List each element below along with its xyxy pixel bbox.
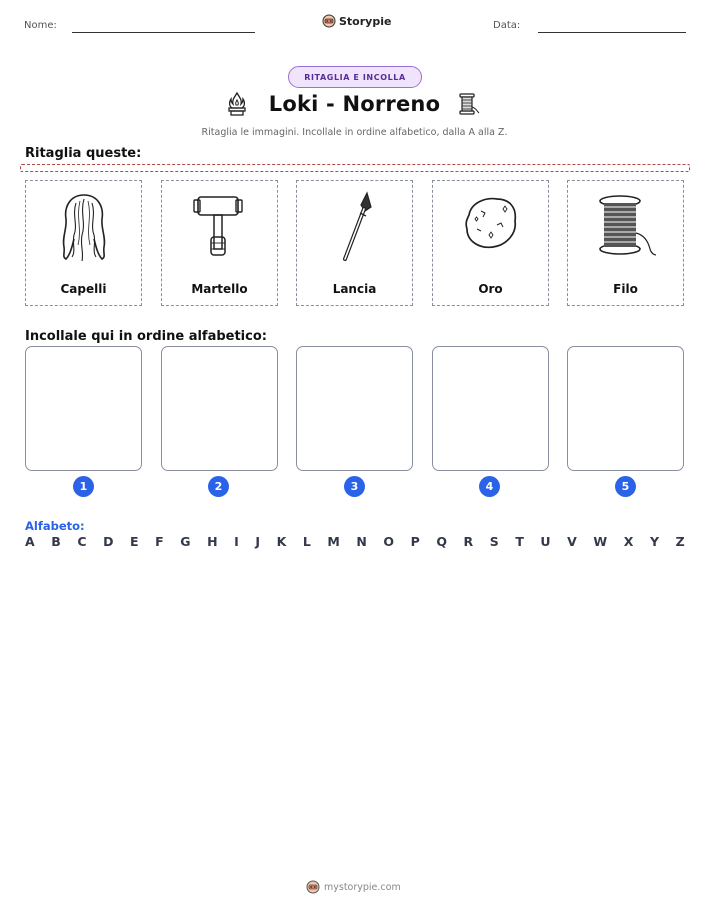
storypie-mascot-icon — [306, 880, 320, 894]
paste-box-1[interactable] — [25, 346, 142, 471]
alphabet-label: Alfabeto: — [25, 519, 85, 533]
cut-card-capelli[interactable] — [25, 180, 142, 306]
cut-card-oro[interactable] — [432, 180, 549, 306]
alphabet-letter: I — [234, 534, 239, 549]
storypie-logo — [322, 14, 391, 28]
alphabet-letter: K — [276, 534, 287, 549]
name-line — [72, 32, 255, 33]
alphabet-letter: F — [155, 534, 164, 549]
alphabet-row — [25, 534, 685, 549]
thread-spool-title-icon — [456, 91, 482, 117]
spear-icon — [323, 189, 387, 265]
alphabet-letter: U — [540, 534, 551, 549]
card-label: Lancia — [332, 282, 377, 296]
alphabet-letter: Z — [675, 534, 685, 549]
hair-icon — [52, 189, 116, 265]
name-label: Nome: — [24, 20, 57, 31]
alphabet-letter: C — [77, 534, 87, 549]
card-label: Capelli — [60, 282, 107, 296]
paste-section-label: Incollale qui in ordine alfabetico: — [25, 329, 267, 344]
card-label: Oro — [478, 282, 503, 296]
alphabet-letter: D — [103, 534, 114, 549]
paste-box-4[interactable] — [432, 346, 549, 471]
alphabet-letter: Q — [436, 534, 447, 549]
order-number-3: 3 — [344, 476, 365, 497]
cut-card-lancia[interactable] — [296, 180, 413, 306]
order-number-4: 4 — [479, 476, 500, 497]
paste-box-5[interactable] — [567, 346, 684, 471]
alphabet-letter: H — [207, 534, 218, 549]
cut-card-martello[interactable] — [161, 180, 278, 306]
alphabet-letter: X — [623, 534, 634, 549]
alphabet-letter: V — [567, 534, 577, 549]
order-number-2: 2 — [208, 476, 229, 497]
thread-spool-icon — [594, 189, 658, 265]
order-number-1: 1 — [73, 476, 94, 497]
alphabet-letter: S — [489, 534, 499, 549]
alphabet-letter: R — [463, 534, 474, 549]
alphabet-letter: J — [255, 534, 260, 549]
order-number-5: 5 — [615, 476, 636, 497]
paste-box-2[interactable] — [161, 346, 278, 471]
instructions: Ritaglia le immagini. Incollale in ordine alfabetico, dalla A alla Z. — [201, 127, 508, 138]
hammer-icon — [188, 189, 252, 265]
gold-nugget-icon — [459, 189, 523, 265]
cut-card-filo[interactable] — [567, 180, 684, 306]
alphabet-letter: L — [302, 534, 311, 549]
footer-url: mystorypie.com — [324, 881, 401, 893]
alphabet-letter: A — [25, 534, 35, 549]
cut-line — [20, 164, 690, 172]
logo-text: Storypie — [339, 14, 392, 28]
footer — [306, 880, 401, 894]
card-label: Martello — [191, 282, 248, 296]
date-line — [538, 32, 686, 33]
alphabet-letter: W — [593, 534, 608, 549]
alphabet-letter: G — [180, 534, 191, 549]
alphabet-letter: B — [51, 534, 61, 549]
paste-box-3[interactable] — [296, 346, 413, 471]
card-label: Filo — [613, 282, 638, 296]
alphabet-letter: M — [327, 534, 340, 549]
page-title: Loki - Norreno — [268, 92, 441, 116]
cut-section-label: Ritaglia queste: — [25, 146, 142, 161]
alphabet-letter: O — [383, 534, 395, 549]
alphabet-letter: N — [356, 534, 367, 549]
alphabet-letter: T — [515, 534, 524, 549]
alphabet-letter: P — [410, 534, 420, 549]
date-label: Data: — [493, 20, 521, 31]
storypie-mascot-icon — [322, 14, 336, 28]
alphabet-letter: Y — [649, 534, 659, 549]
alphabet-letter: E — [130, 534, 139, 549]
activity-badge: RITAGLIA E INCOLLA — [288, 66, 422, 88]
